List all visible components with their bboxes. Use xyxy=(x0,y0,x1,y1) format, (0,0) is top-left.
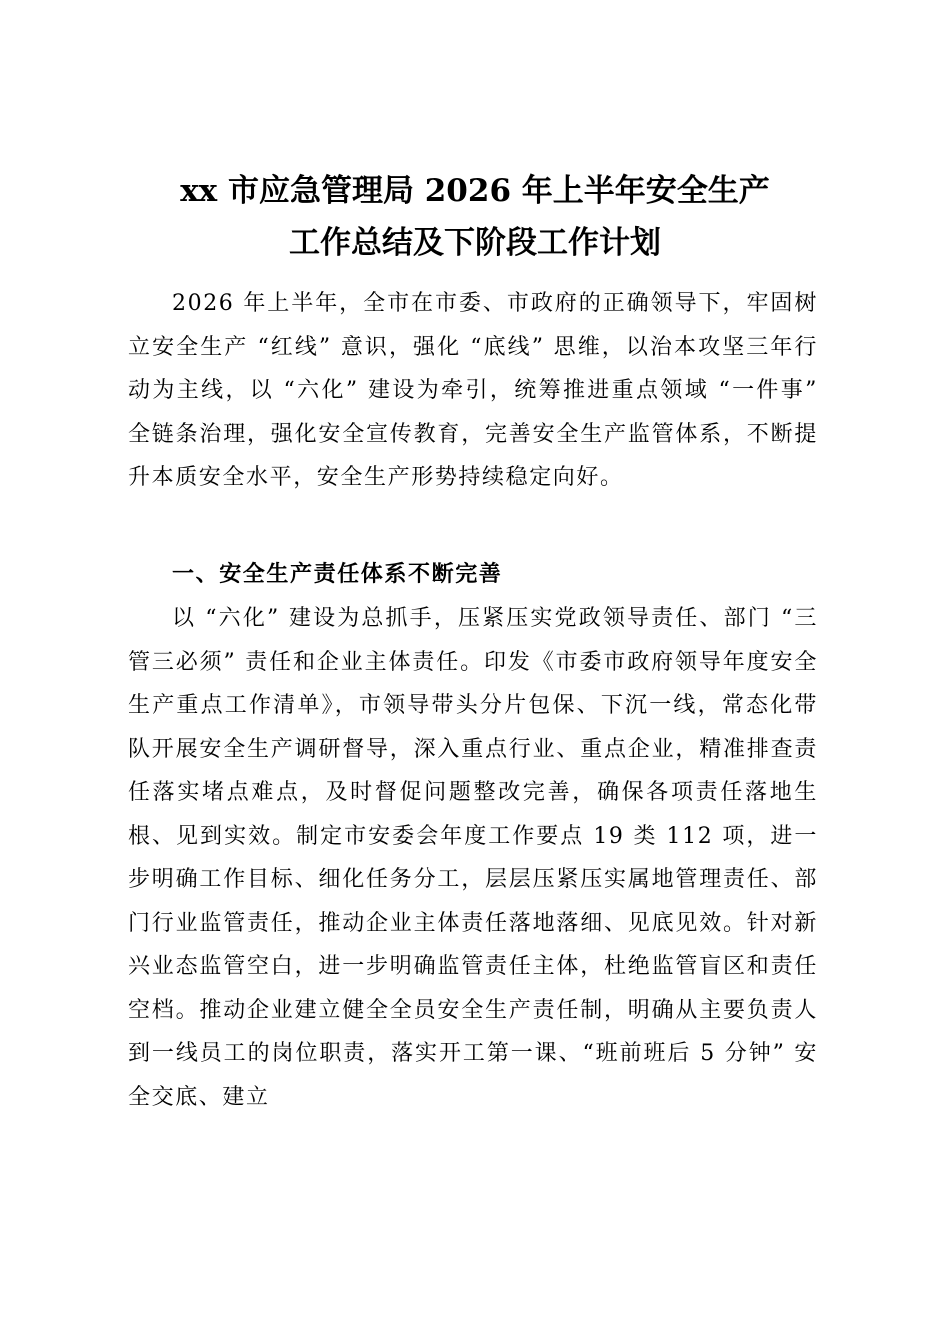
title-line-1: xx 市应急管理局 2026 年上半年安全生产 xyxy=(180,173,770,209)
section-1-paragraph: 以 “六化” 建设为总抓手，压紧压实党政领导责任、部门 “三管三必须” 责任和企业主体责任。印发《市委市政府领导年度安全生产重点工作清单》，市领导带头分片包保、下沉一线，常态化带队开展安全生产调研督导，深入重点行业、重点企业，精准排查责任落实堵点难点，及时督促问题整改完善，确保各项责任落地生根、见到实效。制定市安委会年度工作要点 19 类 112 项，进一步明确工作目标、细化任务分工，层层压紧压实属地管理责任、部门行业监管责任，推动企业主体责任落地落细、见底见效。针对新兴业态监管空白，进一步明确监管责任主体，杜绝监管盲区和责任空档。推动企业建立健全全员安全生产责任制，明确从主要负责人到一线员工的岗位职责，落实开工第一课、“班前班后 5 分钟” 安全交底、建立 xyxy=(128,606,818,1110)
section-heading-1: 一、安全生产责任体系不断完善 xyxy=(172,561,503,587)
intro-paragraph: 2026 年上半年，全市在市委、市政府的正确领导下，牢固树立安全生产 “红线” 意识，强化 “底线” 思维，以治本攻坚三年行动为主线，以 “六化” 建设为牵引，统筹推进重点领域 “一件事” 全链条治理，强化安全宣传教育，完善安全生产监管体系，不断提升本质安全水平，安全生产形势持续稳定向好。 xyxy=(128,291,818,490)
document-title xyxy=(120,165,830,269)
title-line-2: 工作总结及下阶段工作计划 xyxy=(289,225,661,261)
